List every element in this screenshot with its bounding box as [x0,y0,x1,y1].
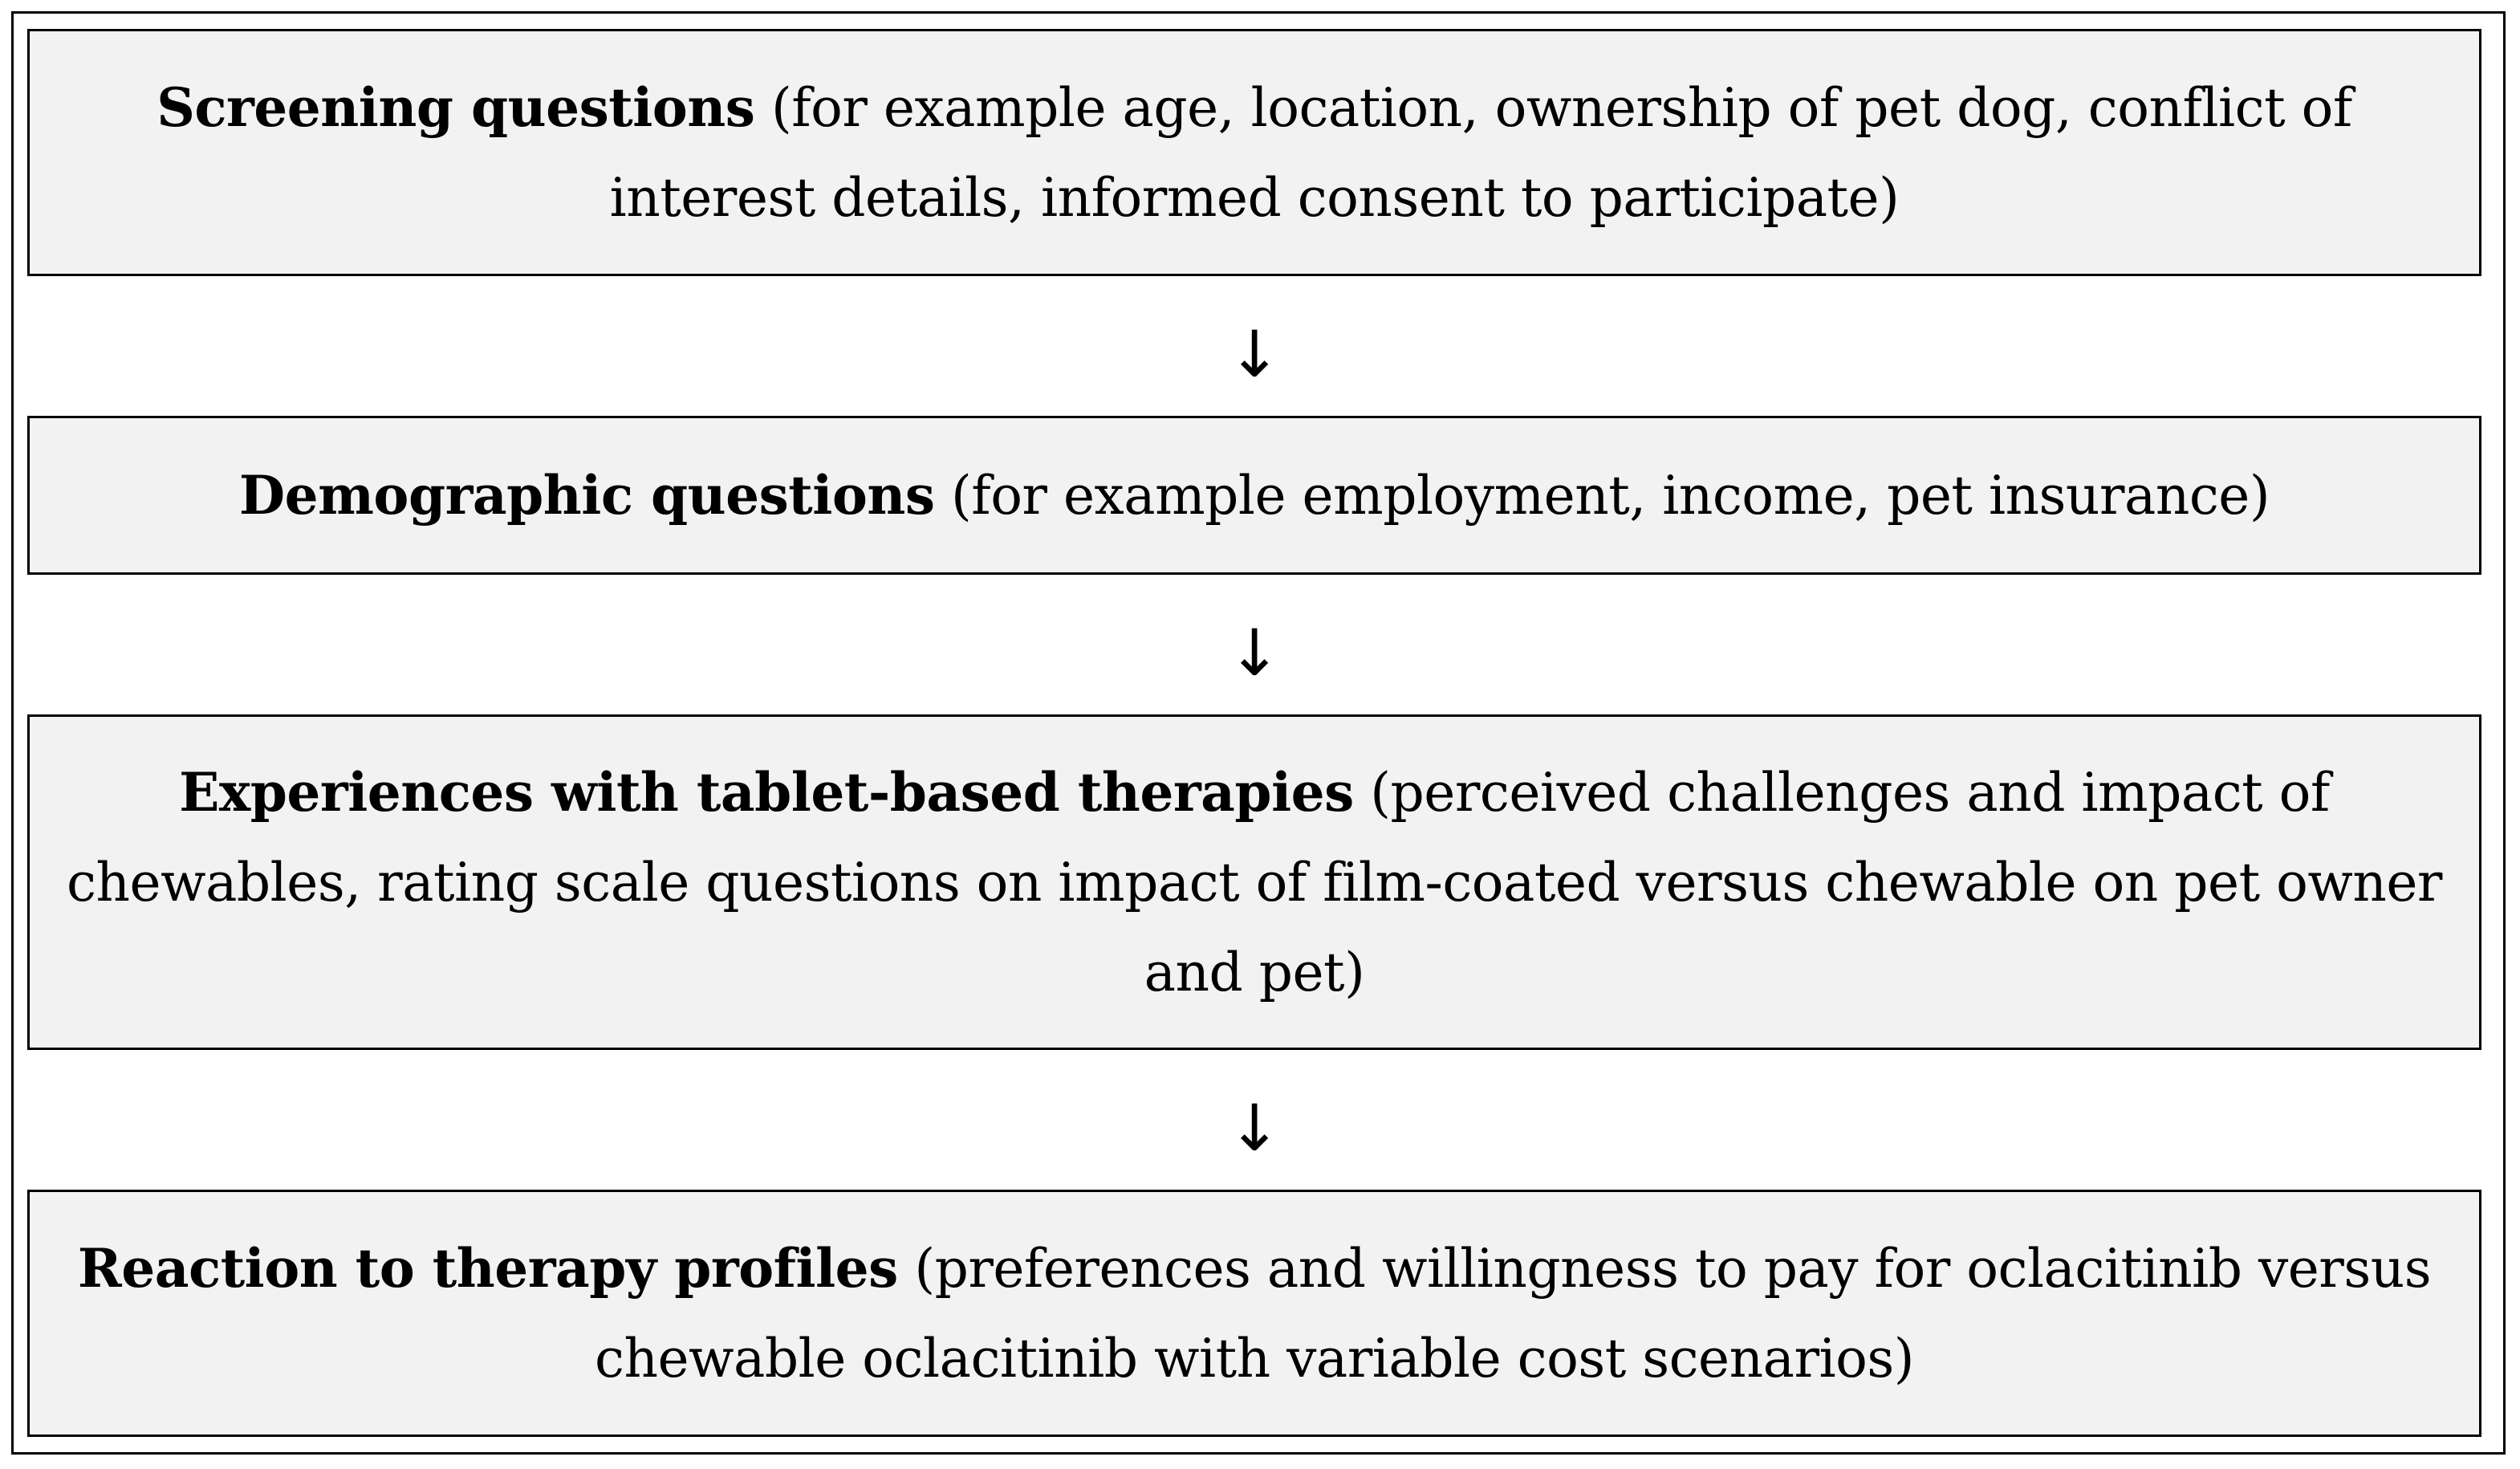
down-arrow-icon: ↓ [1227,317,1282,392]
step-detail: (for example employment, income, pet insurance) [934,464,2270,527]
step-title: Demographic questions [238,463,935,527]
step-title: Reaction to therapy profiles [77,1236,898,1300]
step-text [62,63,2447,243]
step-title: Screening questions [156,75,755,139]
down-arrow-icon: ↓ [1227,1091,1282,1166]
step-detail: (for example age, location, ownership of pet dog, conflict of interest details, informed consent to participate) [609,76,2352,229]
step-box-demographic [27,416,2481,575]
step-text [239,450,2270,541]
step-box-experiences [27,714,2481,1050]
step-detail: (preferences and willingness to pay for oclacitinib versus chewable oclacitinib with variable cost scenarios) [595,1237,2432,1390]
step-box-reaction [27,1190,2481,1437]
step-text [62,1223,2447,1404]
step-box-screening [27,29,2481,276]
step-detail: (perceived challenges and impact of chewables, rating scale questions on impact of film-coated versus chewable on pet owner and pet) [67,761,2442,1003]
down-arrow-icon: ↓ [1227,616,1282,690]
step-title: Experiences with tablet-based therapies [179,760,1354,824]
step-text [62,747,2447,1018]
